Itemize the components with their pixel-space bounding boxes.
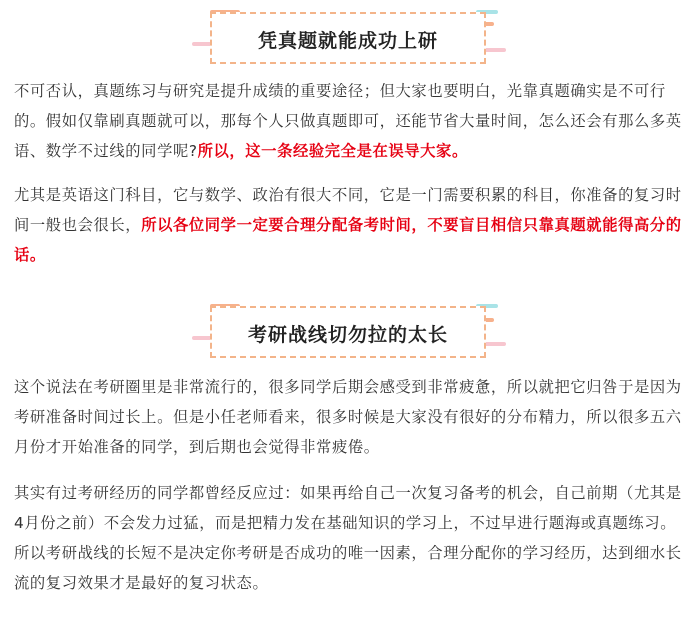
highlight-text: 所以各位同学一定要合理分配备考时间，不要盲目相信只靠真题就能得高分的话。 [14,216,682,264]
paragraph [14,180,682,270]
heading-frame [210,12,486,64]
heading-frame [210,306,486,358]
section-heading-1 [0,12,694,64]
paragraph-text: 不可否认，真题练习与研究是提升成绩的重要途径；但大家也要明白，光靠真题确实是不可行的。假如仅靠刷真题就可以，那每个人只做真题即可，还能节省大量时间，怎么还会有那么多英语、数学不过线的同学呢? [14,82,682,160]
paragraph-text: 尤其是英语这门科目，它与数学、政治有很大不同，它是一门需要积累的科目，你准备的复习时间一般也会很长， [14,186,682,234]
heading-title: 凭真题就能成功上研 [257,30,438,52]
paragraph [14,76,682,166]
heading-title: 考研战线切勿拉的太长 [247,324,448,346]
paragraph [14,372,682,462]
highlight-text: 所以，这一条经验完全是在误导大家。 [197,142,468,160]
paragraph [14,478,682,598]
paragraph-text: 这个说法在考研圈里是非常流行的，很多同学后期会感受到非常疲惫，所以就把它归咎于是因为考研准备时间过长上。但是小任老师看来，很多时候是大家没有很好的分布精力，所以很多五六月份才开始准备的同学，到后期也会觉得非常疲倦。 [14,378,682,456]
paragraph-text: 其实有过考研经历的同学都曾经反应过：如果再给自己一次复习备考的机会，自己前期（尤其是4月份之前）不会发力过猛，而是把精力发在基础知识的学习上，不过早进行题海或真题练习。所以考研战线的长短不是决定你考研是否成功的唯一因素，合理分配你的学习经历，达到细水长流的复习效果才是最好的复习状态。 [14,484,682,592]
section-heading-2 [0,306,694,358]
